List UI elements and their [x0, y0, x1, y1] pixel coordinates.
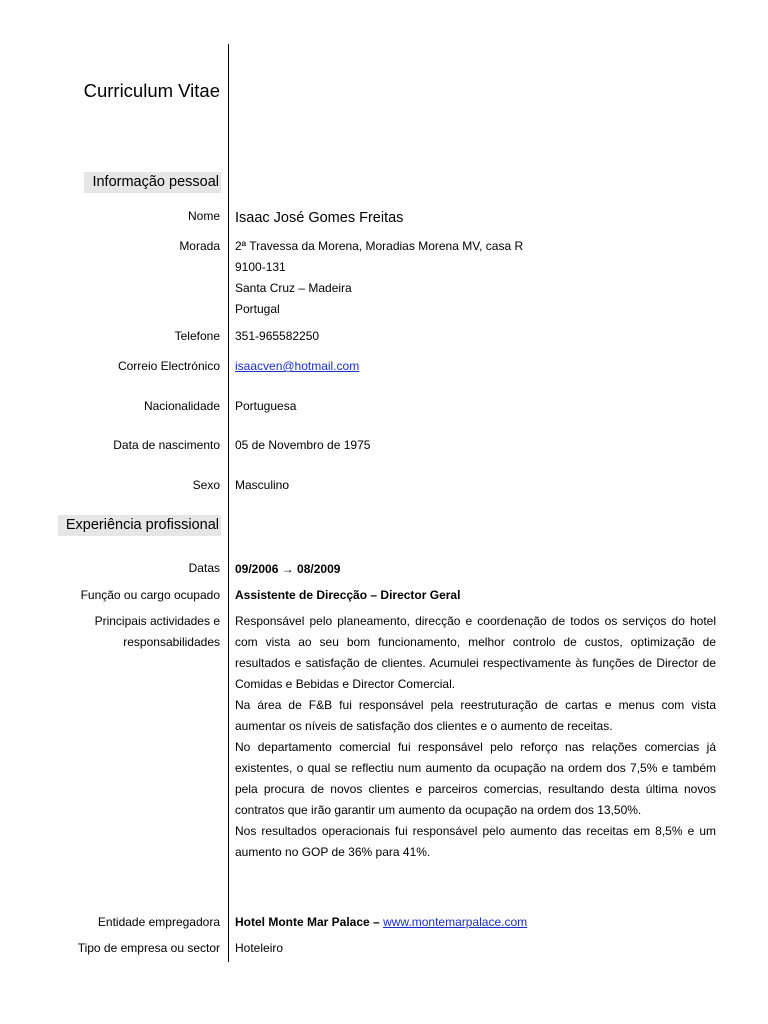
section-heading-experience: Experiência profissional: [58, 515, 221, 536]
address-line-2: 9100-131: [235, 260, 286, 274]
sex-label: Sexo: [192, 478, 220, 492]
sector-value: Hoteleiro: [235, 941, 284, 955]
dates-value: 09/2006 → 08/2009: [235, 562, 341, 576]
address-line-4: Portugal: [235, 302, 280, 316]
nationality-value: Portuguesa: [235, 399, 297, 413]
name-value: Isaac José Gomes Freitas: [235, 210, 404, 226]
dates-label: Datas: [188, 561, 220, 575]
nationality-label: Nacionalidade: [143, 399, 220, 413]
page-title: Curriculum Vitae: [83, 80, 220, 101]
employer-url-link[interactable]: www.montemarpalace.com: [383, 915, 528, 929]
section-heading-personal: Informação pessoal: [84, 172, 221, 193]
activities-paragraph: Nos resultados operacionais fui responsável pelo aumento das receitas em 8,5% e um aumento no GOP de 36% para 41%.: [235, 824, 716, 859]
employer-label: Entidade empregadora: [97, 915, 220, 929]
phone-value: 351-965582250: [235, 329, 320, 343]
role-value: Assistente de Direcção – Director Geral: [235, 588, 461, 602]
phone-label: Telefone: [174, 329, 220, 343]
employer-value: [235, 912, 527, 933]
email-anchor[interactable]: isaacven@hotmail.com: [235, 359, 360, 373]
email-label: Correio Electrónico: [117, 359, 220, 373]
email-link[interactable]: [235, 356, 359, 377]
column-divider: [228, 44, 229, 962]
birth-label: Data de nascimento: [113, 438, 220, 452]
address-line-1: 2ª Travessa da Morena, Moradias Morena MV, casa R: [235, 239, 524, 253]
employer-name: Hotel Monte Mar Palace –: [235, 915, 380, 929]
activities-paragraph: No departamento comercial fui responsável pelo reforço nas relações comercias já existentes, o qual se reflectiu num aumento da ocupação na ordem dos 7,5% e também pela procura de novos clientes e parceiros comercias, resultando desta última novos contratos que irão garantir um aumento da ocupação na ordem dos 13,50%.: [235, 740, 716, 817]
name-label: Nome: [187, 209, 220, 223]
activities-label-line-2: responsabilidades: [123, 635, 220, 649]
role-label: Função ou cargo ocupado: [80, 588, 220, 602]
address-label: Morada: [179, 239, 220, 253]
address-line-3: Santa Cruz – Madeira: [235, 281, 352, 295]
activities-label-line-1: Principais actividades e: [94, 614, 220, 628]
sector-label: Tipo de empresa ou sector: [77, 941, 220, 955]
activities-paragraph: Na área de F&B fui responsável pela reestruturação de cartas e menus com vista aumentar os níveis de satisfação dos clientes e o aumento de receitas.: [235, 698, 716, 733]
activities-text: [235, 611, 716, 863]
activities-paragraph: Responsável pelo planeamento, direcção e coordenação de todos os serviços do hotel com vista ao seu bom funcionamento, melhor controlo de custos, optimização de resultados e satisfação de clientes. Acumulei respectivamente às funções de Director de Comidas e Bebidas e Director Comercial.: [235, 614, 716, 691]
sex-value: Masculino: [235, 478, 290, 492]
birth-value: 05 de Novembro de 1975: [235, 438, 371, 452]
